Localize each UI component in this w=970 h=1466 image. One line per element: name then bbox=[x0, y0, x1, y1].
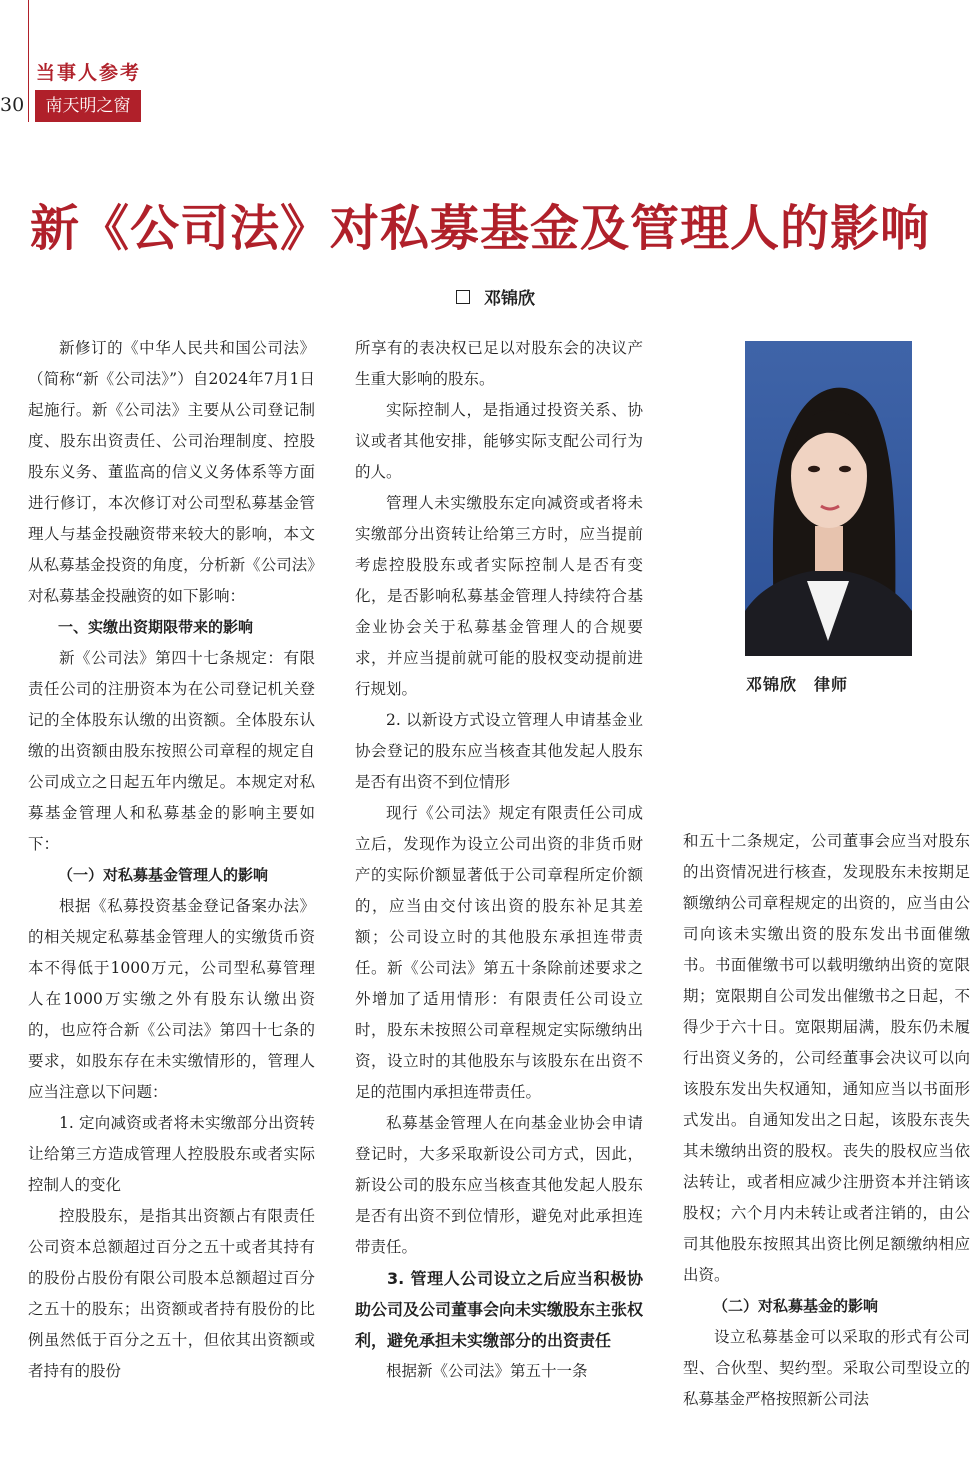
paragraph: 2. 以新设方式设立管理人申请基金业协会登记的股东应当核查其他发起人股东是否有出资不到位情形 bbox=[355, 711, 643, 791]
page-number: 30 bbox=[0, 94, 25, 116]
paragraph: 控股股东，是指其出资额占有限责任公司资本总额超过百分之五十或者其持有的股份占股份有限公司股本总额超过百分之五十的股东；出资额或者持有股份的比例虽然低于百分之五十，但依其出资额或者持有的股份 bbox=[28, 1207, 315, 1380]
author-photo bbox=[745, 341, 912, 656]
paragraph: 1. 定向减资或者将未实缴部分出资转让给第三方造成管理人控股股东或者实际控制人的变化 bbox=[28, 1114, 315, 1194]
paragraph: 根据《私募投资基金登记备案办法》的相关规定私募基金管理人的实缴货币资本不得低于1000万元，公司型私募管理人在1000万实缴之外有股东认缴出资的，也应符合新《公司法》第四十七条的要求，如股东存在未实缴情形的，管理人应当注意以下问题： bbox=[28, 897, 315, 1101]
text-column-1 bbox=[28, 333, 315, 1387]
section-heading: 一、实缴出资期限带来的影响 bbox=[58, 618, 254, 636]
author-line bbox=[456, 284, 535, 309]
paragraph: 根据新《公司法》第五十一条 bbox=[386, 1362, 588, 1380]
subsection-heading: （二）对私募基金的影响 bbox=[713, 1297, 879, 1315]
text-column-2 bbox=[355, 333, 643, 1387]
paragraph: 管理人未实缴股东定向减资或者将未实缴部分出资转让给第三方时，应当提前考虑控股股东或者实际控制人是否有变化，是否影响私募基金管理人持续符合基金业协会关于私募基金管理人的合规要求，并应当提前就可能的股权变动提前进行规划。 bbox=[355, 494, 643, 698]
text-column-3 bbox=[683, 826, 970, 1415]
portrait-image bbox=[745, 341, 912, 656]
paragraph: 所享有的表决权已足以对股东会的决议产生重大影响的股东。 bbox=[355, 339, 643, 388]
paragraph: 新《公司法》第四十七条规定：有限责任公司的注册资本为在公司登记机关登记的全体股东认缴的出资额。全体股东认缴的出资额由股东按照公司章程的规定自公司成立之日起五年内缴足。本规定对私募基金管理人和私募基金的影响主要如下： bbox=[28, 649, 315, 853]
author-name: 邓锦欣 bbox=[484, 289, 535, 309]
article-title: 新《公司法》对私募基金及管理人的影响 bbox=[30, 200, 931, 257]
paragraph: 设立私募基金可以采取的形式有公司型、合伙型、契约型。采取公司型设立的私募基金严格按照新公司法 bbox=[683, 1328, 970, 1408]
square-icon bbox=[456, 290, 470, 304]
section-title: 当事人参考 bbox=[36, 62, 142, 84]
header-rule bbox=[28, 0, 29, 122]
paragraph: 新修订的《中华人民共和国公司法》（简称“新《公司法》”）自2024年7月1日起施行。新《公司法》主要从公司登记制度、股东出资责任、公司治理制度、控股股东义务、董监高的信义义务体系等方面进行修订，本次修订对公司型私募基金管理人与基金投融资带来较大的影响，本文从私募基金投资的角度，分析新《公司法》对私募基金投融资的如下影响： bbox=[28, 339, 315, 605]
paragraph: 实际控制人，是指通过投资关系、协议或者其他安排，能够实际支配公司行为的人。 bbox=[355, 401, 643, 481]
photo-caption: 邓锦欣 律师 bbox=[746, 675, 849, 694]
paragraph: 和五十二条规定，公司董事会应当对股东的出资情况进行核查，发现股东未按期足额缴纳公司章程规定的出资的，应当由公司向该未实缴出资的股东发出书面催缴书。书面催缴书可以载明缴纳出资的宽限期；宽限期自公司发出催缴书之日起，不得少于六十日。宽限期届满，股东仍未履行出资义务的，公司经董事会决议可以向该股东发出失权通知，通知应当以书面形式发出。自通知发出之日起，该股东丧失其未缴纳出资的股权。丧失的股权应当依法转让，或者相应减少注册资本并注销该股权；六个月内未转让或者注销的，由公司其他股东按照其出资比例足额缴纳相应出资。 bbox=[683, 832, 970, 1284]
subsection-heading: 3. 管理人公司设立之后应当积极协助公司及公司董事会向未实缴股东主张权利，避免承担未实缴部分的出资责任 bbox=[355, 1269, 644, 1350]
subsection-heading: （一）对私募基金管理人的影响 bbox=[58, 866, 269, 884]
paragraph: 私募基金管理人在向基金业协会申请登记时，大多采取新设公司方式，因此，新设公司的股东应当核查其他发起人股东是否有出资不到位情形，避免对此承担连带责任。 bbox=[355, 1114, 643, 1256]
paragraph: 现行《公司法》规定有限责任公司成立后，发现作为设立公司出资的非货币财产的实际价额显著低于公司章程所定价额的，应当由交付该出资的股东补足其差额；公司设立时的其他股东承担连带责任。新《公司法》第五十条除前述要求之外增加了适用情形：有限责任公司设立时，股东未按照公司章程规定实际缴纳出资，设立时的其他股东与该股东在出资不足的范围内承担连带责任。 bbox=[355, 804, 643, 1101]
column-badge: 南天明之窗 bbox=[35, 90, 141, 122]
